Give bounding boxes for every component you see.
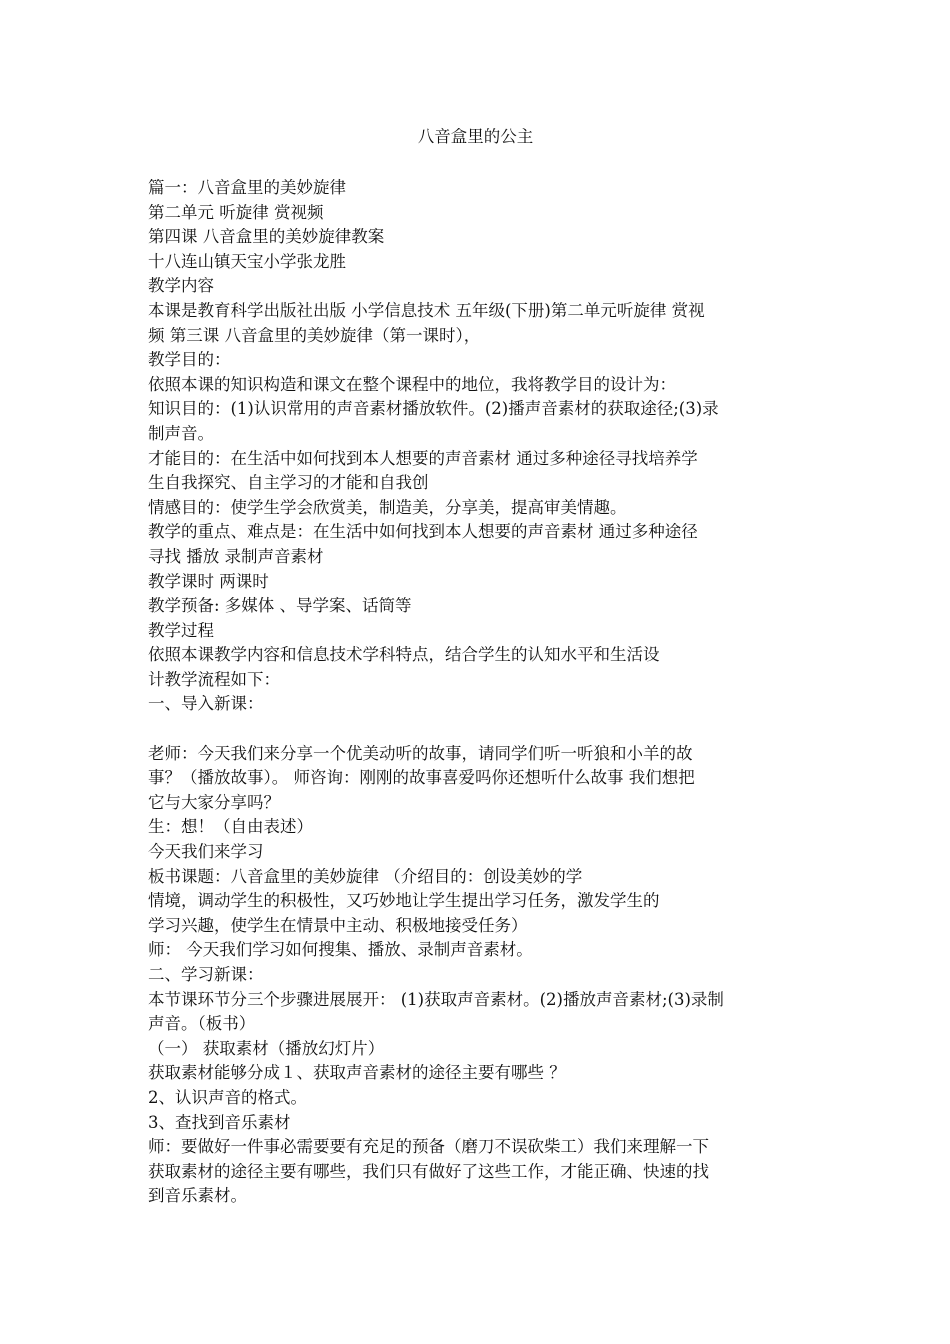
text-line: 一、导入新课： <box>148 694 264 714</box>
blank-line <box>148 717 803 742</box>
document-page <box>148 118 803 1209</box>
text-line: 本节课环节分三个步骤进展展开： (1)获取声音素材。(2)播放声音素材;(3)录制 <box>148 989 724 1009</box>
text-line: 板书课题：八音盒里的美妙旋律 （介绍目的：创设美妙的学 <box>148 866 583 886</box>
text-line: 依照本课教学内容和信息技术学科特点，结合学生的认知水平和生活设 <box>148 645 660 665</box>
text-line: 第二单元 听旋律 赏视频 <box>148 202 324 222</box>
text-line: 师：要做好一件事必需要要有充足的预备（磨刀不误砍柴工）我们来理解一下 <box>148 1137 709 1157</box>
text-line: 教学的重点、难点是：在生活中如何找到本人想要的声音素材 通过多种途径 <box>148 522 698 542</box>
text-line: 生：想！（自由表述） <box>148 817 313 837</box>
text-line: 篇一：八音盒里的美妙旋律 <box>148 178 346 197</box>
text-line: 事？（播放故事）。 师咨询：刚刚的故事喜爱吗你还想听什么故事 我们想把 <box>148 768 695 788</box>
text-line: 教学目的： <box>148 350 231 370</box>
text-line: 声音。（板书） <box>148 1014 256 1034</box>
text-line: 生自我探究、自主学习的才能和自我创 <box>148 473 429 493</box>
text-line: 计教学流程如下： <box>148 669 280 689</box>
text-line: 2、认识声音的格式。 <box>148 1087 307 1107</box>
text-line: （一） 获取素材（播放幻灯片） <box>148 1038 385 1058</box>
text-line: 二、学习新课： <box>148 965 264 984</box>
text-line: 教学预备: 多媒体 、导学案、话筒等 <box>148 596 412 616</box>
text-line: 它与大家分享吗？ <box>148 792 280 812</box>
text-line: 情感目的：使学生学会欣赏美，制造美，分享美，提高审美情趣。 <box>148 497 627 517</box>
text-line: 本课是教育科学出版社出版 小学信息技术 五年级(下册)第二单元听旋律 赏视 <box>148 300 705 320</box>
text-line: 教学过程 <box>148 620 214 640</box>
text-line: 频 第三课 八音盒里的美妙旋律（第一课时）， <box>148 325 481 345</box>
text-line: 获取素材能够分成１、获取声音素材的途径主要有哪些 ？ <box>148 1063 566 1083</box>
text-line: 依照本课的知识构造和课文在整个课程中的地位，我将教学目的设计为： <box>148 374 676 394</box>
text-line: 寻找 播放 录制声音素材 <box>148 546 324 566</box>
text-line: 才能目的：在生活中如何找到本人想要的声音素材 通过多种途径寻找培养学 <box>148 448 698 468</box>
text-line: 今天我们来学习 <box>148 842 264 862</box>
text-line: 十八连山镇天宝小学张龙胜 <box>148 251 346 271</box>
text-line: 师： 今天我们学习如何搜集、播放、录制声音素材。 <box>148 940 533 960</box>
text-line: 情境，调动学生的积极性，又巧妙地让学生提出学习任务，激发学生的 <box>148 891 660 911</box>
document-body <box>148 176 803 1209</box>
text-line: 获取素材的途径主要有哪些，我们只有做好了这些工作，才能正确、快速的找 <box>148 1161 709 1181</box>
text-line: 3、查找到音乐素材 <box>148 1112 291 1132</box>
text-line: 老师：今天我们来分享一个优美动听的故事，请同学们听一听狼和小羊的故 <box>148 743 693 763</box>
text-line: 教学内容 <box>148 276 214 296</box>
text-line: 第四课 八音盒里的美妙旋律教案 <box>148 227 385 247</box>
text-line: 教学课时 两课时 <box>148 571 269 591</box>
text-line: 制声音。 <box>148 423 214 443</box>
text-line: 知识目的：(1)认识常用的声音素材播放软件。(2)播声音素材的获取途径;(3)录 <box>148 399 719 419</box>
text-line: 学习兴趣，使学生在情景中主动、积极地接受任务） <box>148 915 528 935</box>
document-title: 八音盒里的公主 <box>417 127 534 146</box>
text-line: 到音乐素材。 <box>148 1186 247 1206</box>
